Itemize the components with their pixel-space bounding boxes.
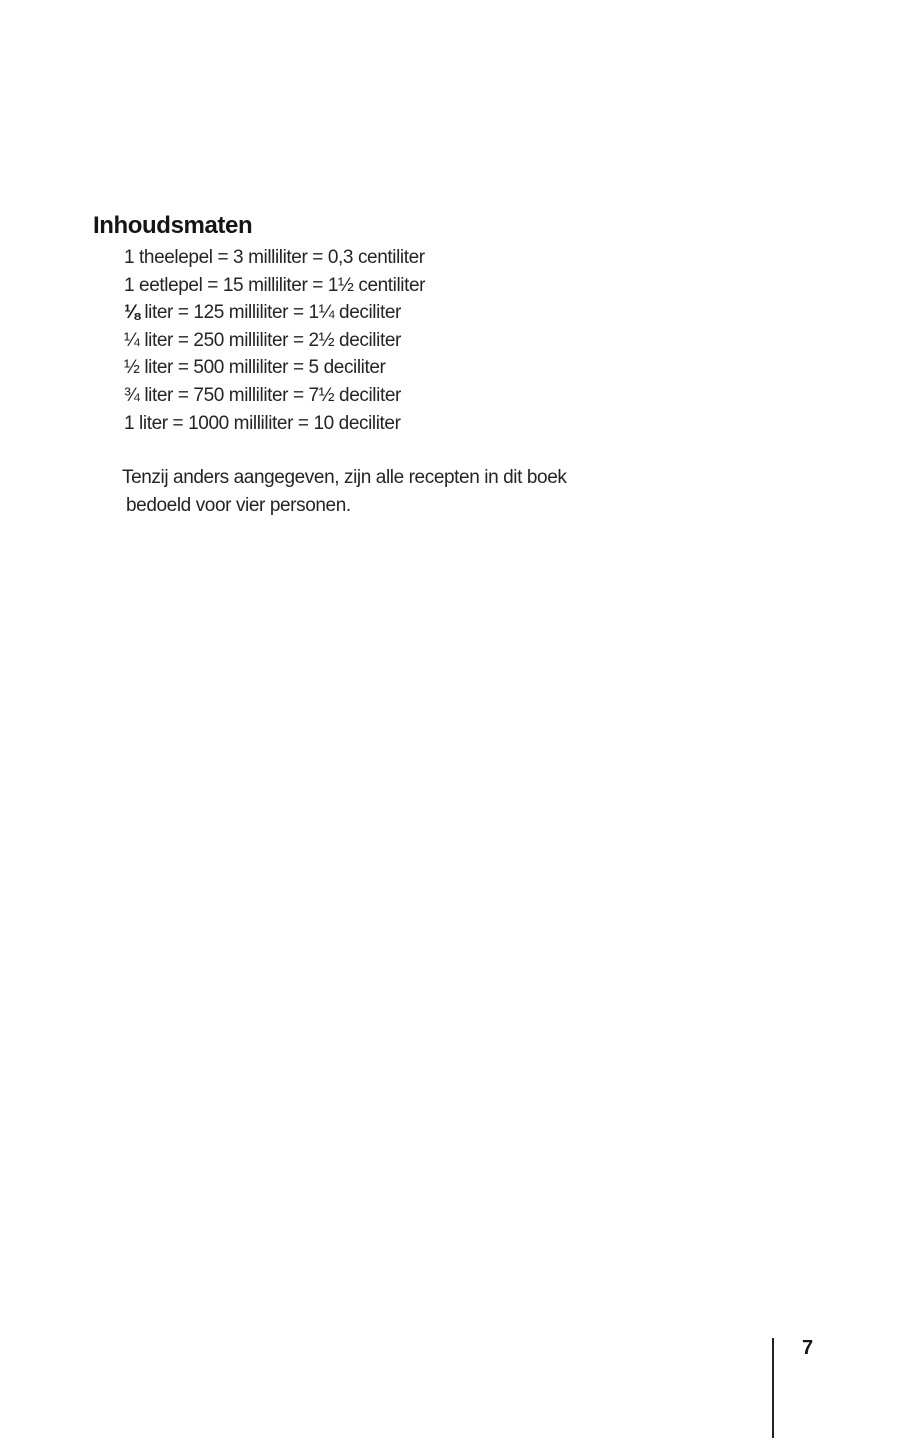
page-number: 7	[802, 1337, 814, 1359]
note-line: bedoeld voor vier personen.	[126, 494, 351, 516]
conversion-row	[124, 244, 425, 272]
conversion-text: liter = 125 milliliter = 1¼ deciliter	[139, 302, 401, 324]
conversion-text: liter = 1000 milliliter = 10 deciliter	[134, 412, 401, 434]
conversion-row	[124, 272, 425, 300]
conversion-lead: ¼	[124, 329, 140, 351]
conversion-lead: 1	[124, 274, 135, 296]
conversion-text: eetlepel = 15 milliliter = 1½ centiliter	[134, 274, 426, 296]
conversion-row	[124, 410, 425, 438]
conversion-lead: ⅛	[124, 302, 140, 324]
conversion-list	[124, 244, 425, 437]
conversion-row	[124, 382, 425, 410]
conversion-text: liter = 750 milliliter = 7½ deciliter	[139, 384, 401, 406]
conversion-lead: ½	[124, 357, 140, 379]
conversion-lead: 1	[124, 247, 135, 268]
conversion-text: liter = 250 milliliter = 2½ deciliter	[139, 329, 401, 351]
serving-note	[122, 464, 566, 519]
conversion-row	[124, 327, 425, 355]
conversion-text: theelepel = 3 milliliter = 0,3 centiliter	[134, 247, 425, 268]
footer-divider-rule	[772, 1338, 774, 1438]
conversion-lead: ¾	[124, 384, 140, 406]
conversion-lead: 1	[124, 412, 135, 434]
conversion-text: liter = 500 milliliter = 5 deciliter	[139, 357, 386, 379]
note-line: Tenzij anders aangegeven, zijn alle recepten in dit boek	[122, 467, 567, 488]
page-title: Inhoudsmaten	[93, 212, 253, 239]
conversion-row	[124, 354, 425, 382]
conversion-row	[124, 299, 425, 327]
